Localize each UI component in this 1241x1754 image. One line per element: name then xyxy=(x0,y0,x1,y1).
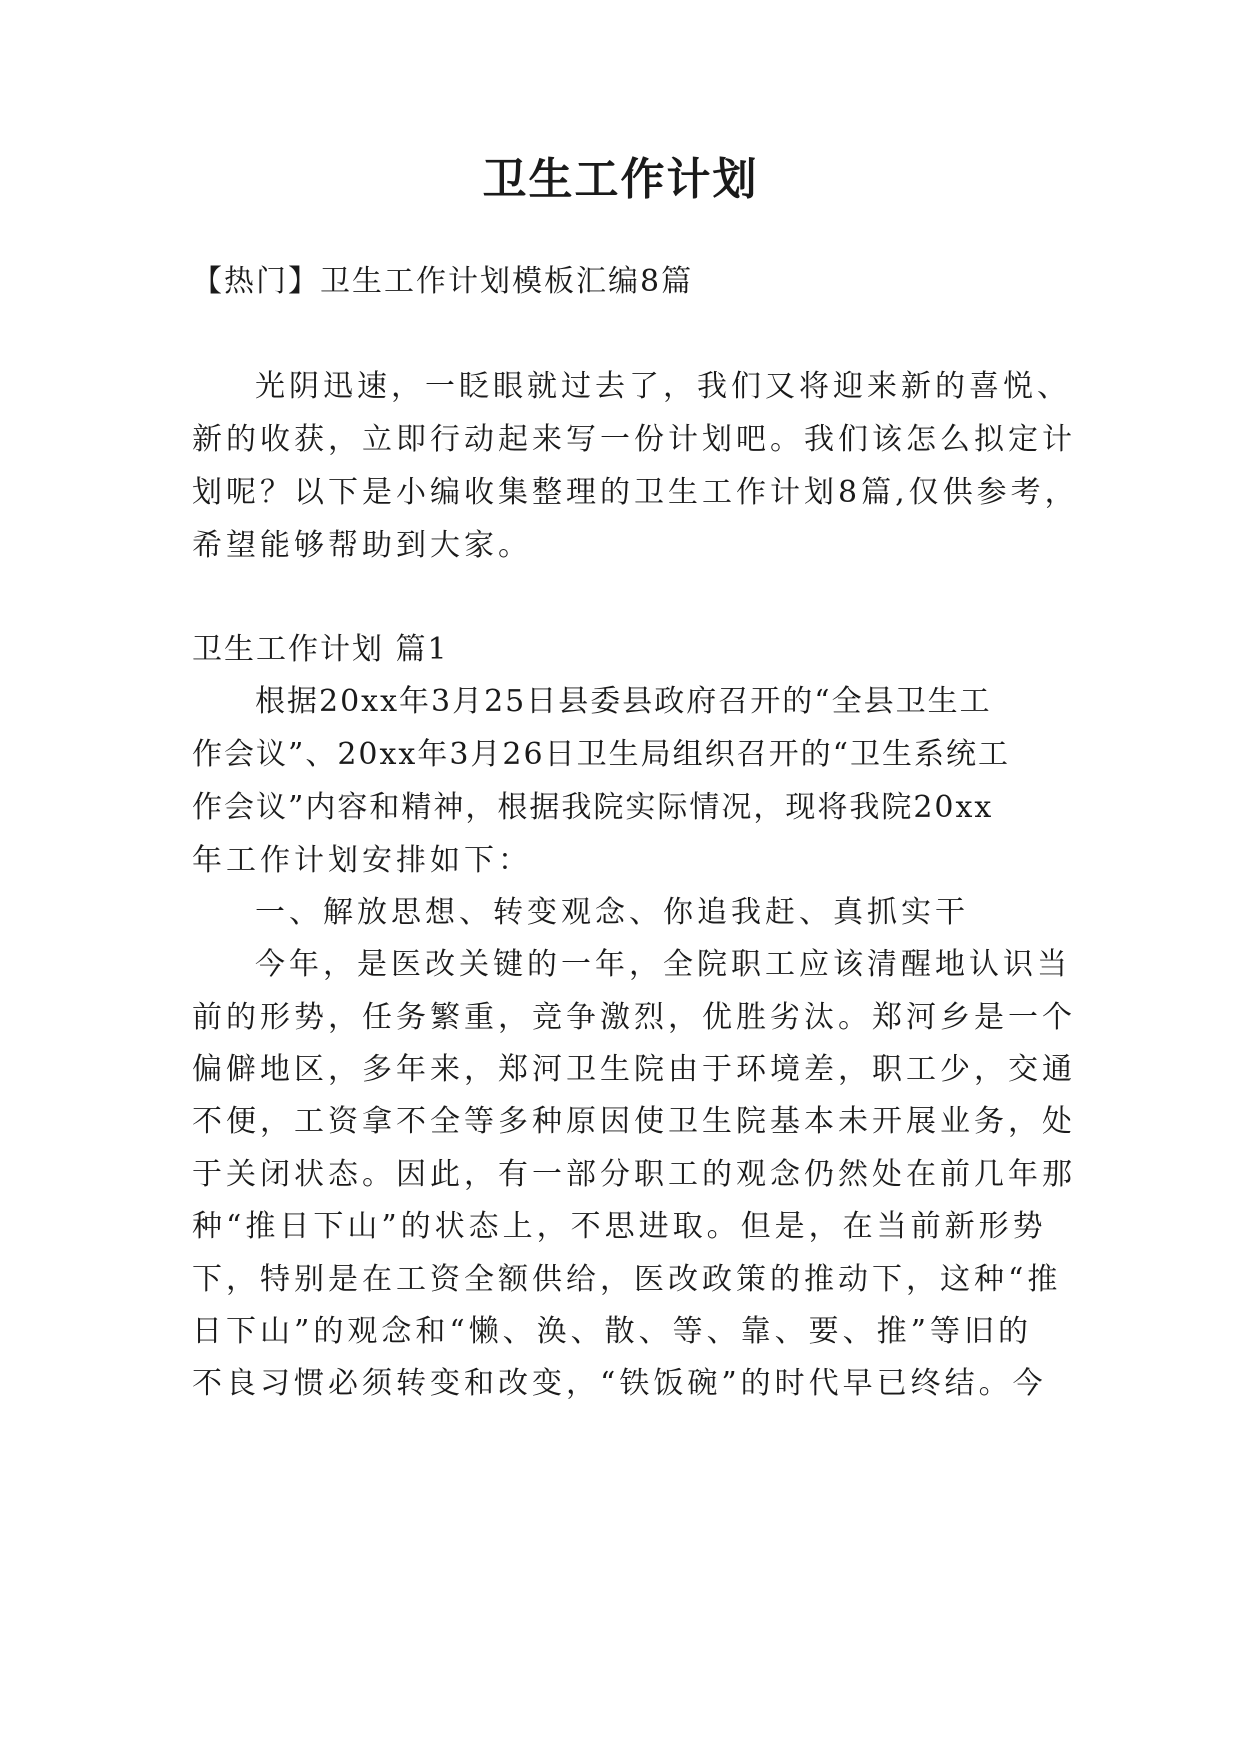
paragraph-line: 日下山”的观念和“懒、涣、散、等、靠、要、推”等旧的 xyxy=(192,1314,1033,1349)
intro-line: 希望能够帮助到大家。 xyxy=(192,528,532,563)
document-subtitle: 【热门】卫生工作计划模板汇编8篇 xyxy=(192,264,694,299)
sub-heading: 一、解放思想、转变观念、你追我赶、真抓实干 xyxy=(255,895,969,930)
paragraph-line: 作会议”内容和精神，根据我院实际情况，现将我院20xx xyxy=(192,790,994,825)
document-title: 卫生工作计划 xyxy=(482,154,759,205)
paragraph-line: 偏僻地区，多年来，郑河卫生院由于环境差，职工少，交通 xyxy=(192,1052,1076,1087)
paragraph-line: 前的形势，任务繁重，竞争激烈，优胜劣汰。郑河乡是一个 xyxy=(192,1000,1076,1035)
paragraph-line: 于关闭状态。因此，有一部分职工的观念仍然处在前几年那 xyxy=(192,1157,1076,1192)
paragraph-line: 今年，是医改关键的一年，全院职工应该清醒地认识当 xyxy=(255,947,1071,982)
paragraph-line: 不便，工资拿不全等多种原因使卫生院基本未开展业务，处 xyxy=(192,1104,1076,1139)
paragraph-line: 下，特别是在工资全额供给，医改政策的推动下，这种“推 xyxy=(192,1262,1062,1297)
paragraph-line: 根据20xx年3月25日县委县政府召开的“全县卫生工 xyxy=(255,684,992,719)
paragraph-line: 种“推日下山”的状态上，不思进取。但是，在当前新形势 xyxy=(192,1209,1047,1244)
paragraph-line: 年工作计划安排如下： xyxy=(192,843,532,878)
intro-line: 光阴迅速，一眨眼就过去了，我们又将迎来新的喜悦、 xyxy=(255,369,1071,404)
paragraph-line: 不良习惯必须转变和改变，“铁饭碗”的时代早已终结。今 xyxy=(192,1366,1047,1401)
intro-line: 划呢？以下是小编收集整理的卫生工作计划8篇,仅供参考， xyxy=(192,475,1079,510)
intro-line: 新的收获，立即行动起来写一份计划吧。我们该怎么拟定计 xyxy=(192,422,1076,457)
section-heading: 卫生工作计划 篇1 xyxy=(192,632,449,667)
paragraph-line: 作会议”、20xx年3月26日卫生局组织召开的“卫生系统工 xyxy=(192,737,1010,772)
